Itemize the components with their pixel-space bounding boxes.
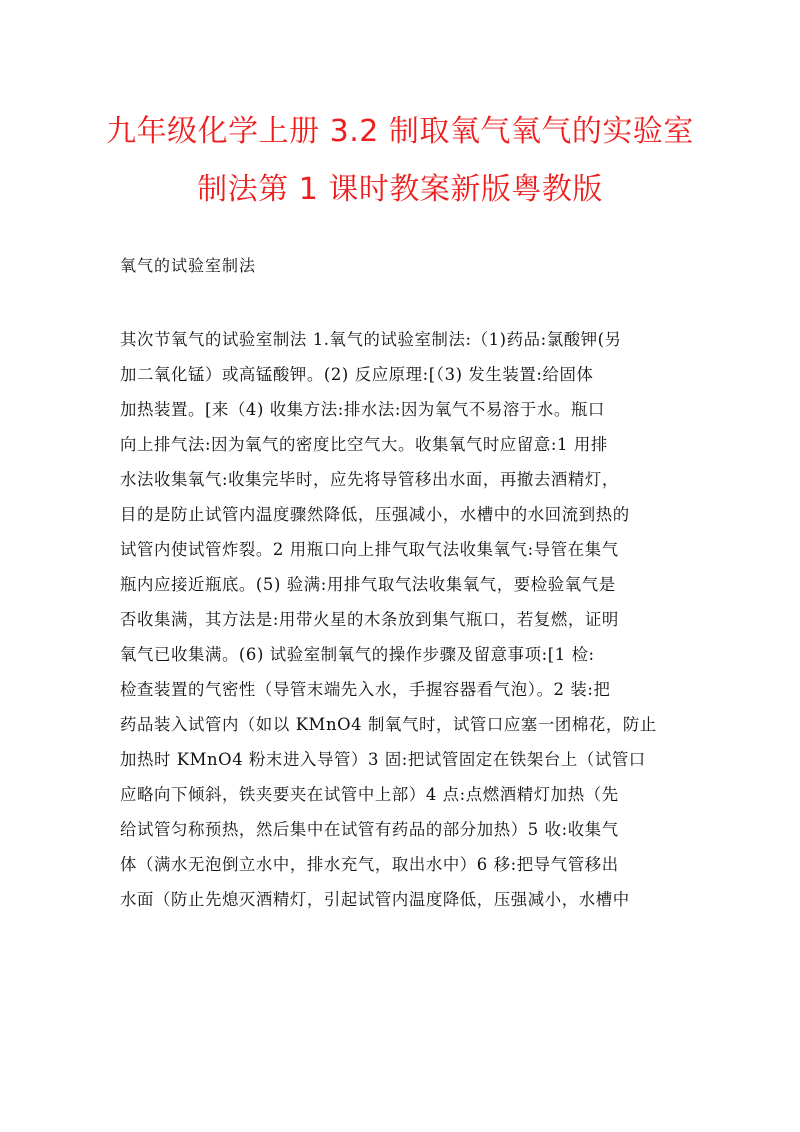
body-line: 氧气已收集满。(6) 试验室制氧气的操作步骤及留意事项:[1 检: — [120, 645, 595, 664]
body-line: 加热时 KMnO4 粉末进入导管）3 固:把试管固定在铁架台上（试管口 — [120, 750, 646, 769]
body-line: 体（满水无泡倒立水中，排水充气，取出水中）6 移:把导气管移出 — [120, 855, 619, 874]
body-paragraph — [120, 322, 690, 917]
body-line: 药品装入试管内（如以 KMnO4 制氧气时，试管口应塞一团棉花，防止 — [120, 715, 657, 734]
body-line: 应略向下倾斜，铁夹要夹在试管中上部）4 点:点燃酒精灯加热（先 — [120, 785, 619, 804]
body-line: 目的是防止试管内温度骤然降低，压强减小，水槽中的水回流到热的 — [120, 505, 630, 524]
section-subheading: 氧气的试验室制法 — [120, 256, 257, 275]
body-line: 水法收集氧气:收集完毕时，应先将导管移出水面，再撤去酒精灯， — [120, 470, 619, 489]
body-line: 给试管匀称预热，然后集中在试管有药品的部分加热）5 收:收集气 — [120, 820, 619, 839]
body-line: 加二氧化锰）或高锰酸钾。(2) 反应原理:[（3) 发生装置:给固体 — [120, 365, 594, 384]
body-line: 加热装置。[来（4) 收集方法:排水法:因为氧气不易溶于水。瓶口 — [120, 400, 605, 419]
body-line: 向上排气法:因为氧气的密度比空气大。收集氧气时应留意:1 用排 — [120, 435, 608, 454]
body-line: 否收集满，其方法是:用带火星的木条放到集气瓶口，若复燃，证明 — [120, 610, 619, 629]
body-line: 瓶内应接近瓶底。(5) 验满:用排气取气法收集氧气，要检验氧气是 — [120, 575, 616, 594]
document-title-line-2: 制法第 1 课时教案新版粤教版 — [197, 172, 603, 207]
body-line: 其次节氧气的试验室制法 1.氧气的试验室制法:（1)药品:氯酸钾(另 — [120, 330, 622, 349]
body-line: 水面（防止先熄灭酒精灯，引起试管内温度降低，压强减小，水槽中 — [120, 890, 630, 909]
body-line: 试管内使试管炸裂。2 用瓶口向上排气取气法收集氧气:导管在集气 — [120, 540, 619, 559]
document-title-line-1: 九年级化学上册 3.2 制取氧气氧气的实验室 — [106, 114, 694, 149]
body-line: 检查装置的气密性（导管末端先入水，手握容器看气泡）。2 装:把 — [120, 680, 611, 699]
